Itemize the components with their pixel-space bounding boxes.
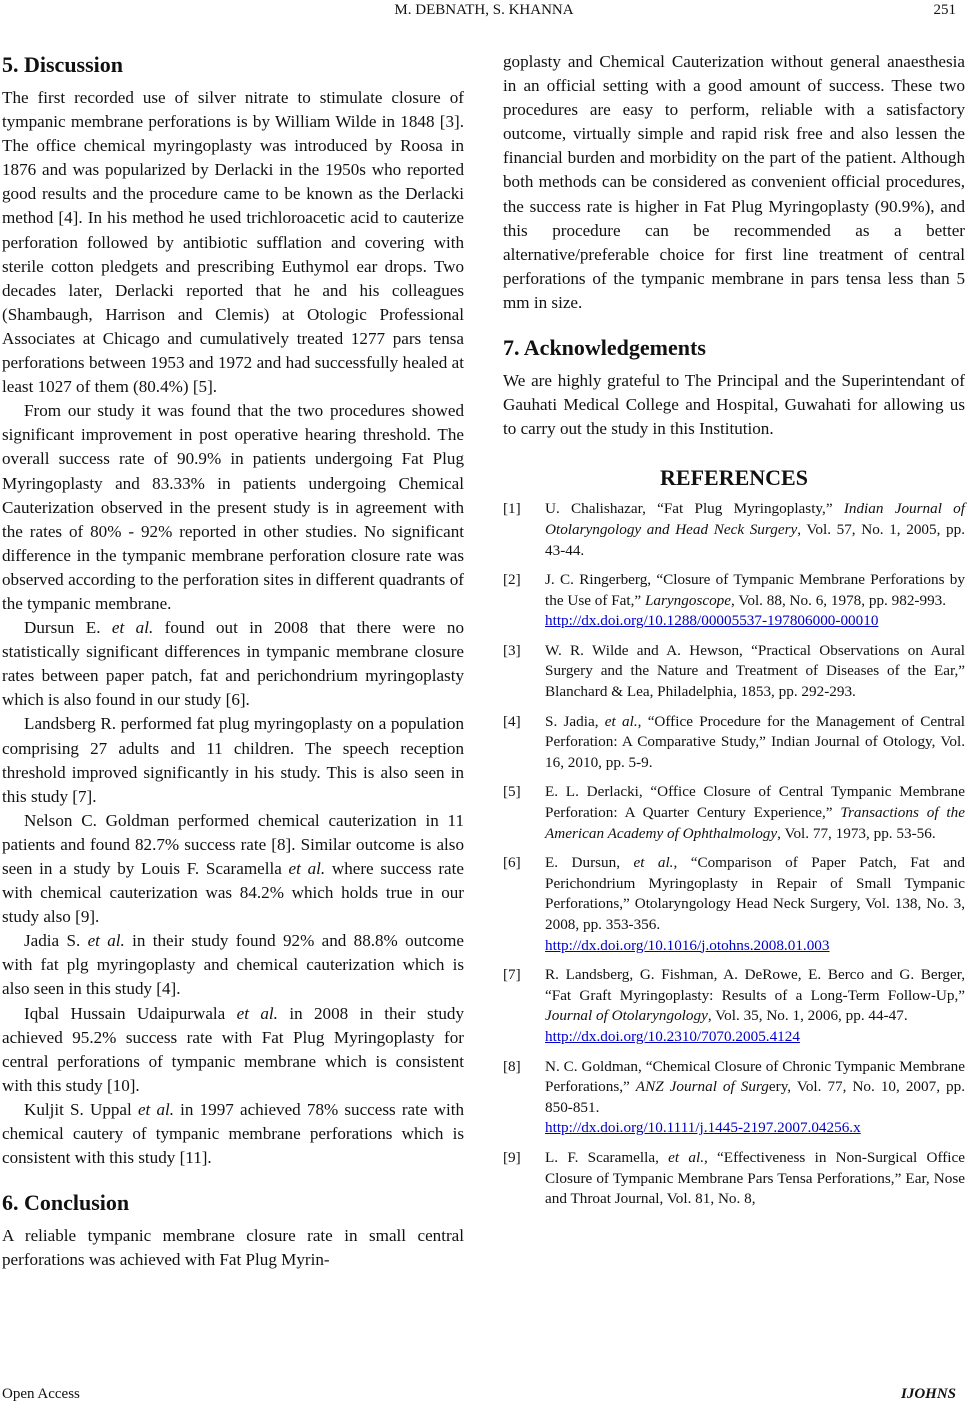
reference-text [545,712,965,774]
page-number: 251 [933,2,956,18]
et-al-italic: et al. [288,859,326,878]
reference-italic: Journal of Otolaryngology [545,1007,708,1025]
reference-text-run: , “Effectiveness in Non-Surgical Office Closure of Tympanic Membrane Pars Tensa Perforations,” Ear, Nose and Throat Journal, Vol. 81, No. 8, [545,1148,965,1208]
reference-item [503,782,965,844]
reference-text [545,782,965,844]
journal-abbreviation: IJOHNS [900,1386,956,1402]
reference-item [503,570,965,632]
reference-text-run: R. Landsberg, G. Fishman, A. DeRowe, E. Berco and G. Berger, “Fat Graft Myringoplasty: Results of a Long-Term Follow-Up,” [545,966,965,1004]
left-column [2,50,464,1272]
text-run: in their study found 92% and 88.8% outcome with fat plg myringoplasty and chemical cauterization which is also seen in this study [4]. [2,931,464,999]
text-run: Iqbal Hussain Udaipurwala [24,1003,237,1023]
text-run: Kuljit S. Uppal [24,1099,138,1119]
discussion-paragraph: The first recorded use of silver nitrate to stimulate closure of tympanic membrane perforations is by William Wilde in 1848 [3]. The office chemical myringoplasty was introduced by Roosa in 1876 and was popularized by Derlacki in the 1950s who reported good results and the procedure came to be known as the Derlacki method [4]. In his method he used trichloroacetic acid to cauterize perforation followed by antibiotic sufflation and covering with sterile cotton pledgets and prescribing Euthymol ear drops. Two decades later, Derlacki reported that he and his colleagues (Shambaugh, Harrison and Clemis) at Otologic Professional Associates at Chicago and cumulatively treated 1277 pars tensa perforations between 1953 and 1972 and had successfully healed at least 1027 of them (80.4%) [5]. [2,88,464,397]
reference-italic: Transactions of the American Academy of Ophthalmology [545,804,965,842]
page-footer [0,1386,968,1406]
reference-text-run: , “Office Procedure for the Management of Central Perforation: A Comparative Study,” Indian Journal of Otology, Vol. 16, 2010, pp. 5-9. [545,712,965,771]
reference-text-run: N. C. Goldman, “Chemical Closure of Chronic Tympanic Membrane Perforations,” [545,1057,965,1096]
reference-number: [7] [503,966,521,984]
text-run: in 2008 in their study achieved 95.2% success rate with Fat Plug Myringoplasty for central perforations of tympanic membrane which is consistent with this study [10]. [2,1003,464,1095]
reference-number: [5] [503,783,521,801]
reference-text-run: S. Jadia, [545,712,605,730]
reference-number: [1] [503,500,521,518]
running-header [0,2,968,24]
text-run: Nelson C. Goldman performed chemical cauterization in 11 patients and found 82.7% success rate [8]. Similar outcome is also seen in a study by Louis F. Scaramella [2,810,464,878]
reference-number: [3] [503,641,521,659]
doi-link[interactable]: http://dx.doi.org/10.1016/j.otohns.2008.01.003 [545,936,830,954]
reference-text-run: E. L. Derlacki, “Office Closure of Central Tympanic Membrane Perforation: A Quarter Century Experience,” [545,783,965,822]
discussion-paragraph: From our study it was found that the two procedures showed significant improvement in post operative hearing threshold. The overall success rate of 90.9% in patients undergoing Fat Plug Myringoplasty and 83.33% in patients undergoing Chemical Cauterization observed in the present study is in agreement with the rates of 80% - 92% reported in other studies. No significant difference in the tympanic membrane perforation closure rate was observed according to the perforation sites in different quadrants of the tympanic membrane. [2,401,464,613]
et-al-italic: et al. [87,931,125,951]
reference-text-run: , Vol. 57, No. 1, 2005, pp. 43-44. [545,520,966,559]
reference-list [503,499,965,1209]
reference-text-run: E. Dursun, [545,854,634,872]
reference-text-run: L. F. Scaramella, [545,1148,669,1166]
right-column [503,50,965,1219]
reference-text-run: W. R. Wilde and A. Hewson, “Practical Observations on Aural Surgery and the Nature and Treatment of Diseases of the Ear,” Blanchard & Lea, Philadelphia, 1853, pp. 292-293. [545,641,965,701]
reference-item [503,499,965,561]
discussion-paragraph [2,1002,464,1098]
reference-item [503,1057,965,1139]
conclusion-heading: 6. Conclusion [2,1190,130,1216]
acknowledgements-heading: 7. Acknowledgements [503,335,706,361]
reference-text-run: , Vol. 77, 1973, pp. 53-56. [777,824,936,842]
doi-link[interactable]: http://dx.doi.org/10.1288/00005537-197806000-00010 [545,612,879,630]
reference-text-run: ery, Vol. 77, No. 10, 2007, pp. 850-851. [545,1078,966,1116]
discussion-paragraph [2,809,464,929]
reference-text-run: , Vol. 35, No. 1, 2006, pp. 44-47. [707,1007,908,1025]
conclusion-paragraph-continued: goplasty and Chemical Cauterization without general anaesthesia in an official setting with a good amount of success. These two procedures are easy to perform, reliable with a satisfactory outcome, virtually simple and rapid risk free and also lessen the financial burden and morbidity on the part of the patient. Although both methods can be considered as convenient official procedures, the success rate is higher in Fat Plug Myringoplasty (90.9%), and this procedure can be recommended as a better alternative/preferable choice for first line treatment of central perforations of the tympanic membrane in pars tensa less than 5 mm in size. [503,52,965,312]
conclusion-paragraph-start: A reliable tympanic membrane closure rate in small central perforations was achieved with Fat Plug Myrin- [2,1226,464,1270]
reference-number: [9] [503,1148,521,1166]
running-header-authors: M. DEBNATH, S. KHANNA [394,2,574,18]
et-al-italic: et al. [236,1003,278,1023]
acknowledgements-paragraph: We are highly grateful to The Principal and the Superintendant of Gauhati Medical College and Hospital, Guwahati for allowing us to carry out the study in this Institution. [503,371,965,439]
discussion-paragraph [2,1098,464,1170]
reference-text-run: J. C. Ringerberg, “Closure of Tympanic Membrane Perforations by the Use of Fat,” [545,571,965,609]
text-run: where success rate with chemical cauterization was 84.2% which holds true in our study also [9]. [2,859,464,927]
reference-text [545,965,965,1047]
reference-italic: Laryngoscope [644,591,732,609]
reference-text [545,499,965,561]
discussion-paragraph [2,929,464,1001]
text-run: in 1997 achieved 78% success rate with chemical cautery of tympanic membrane perforations which is consistent with this study [11]. [2,1099,464,1168]
references-heading: REFERENCES [660,465,808,491]
doi-link[interactable]: http://dx.doi.org/10.2310/7070.2005.4124 [545,1027,800,1045]
et-al-italic: et al. [137,1099,175,1119]
doi-link[interactable]: http://dx.doi.org/10.1111/j.1445-2197.2007.04256.x [545,1119,861,1137]
et-al-italic: et al. [111,618,154,638]
reference-italic: et al. [604,712,638,730]
reference-item [503,712,965,774]
reference-text-run: , Vol. 88, No. 6, 1978, pp. 982-993. [731,591,947,609]
discussion-paragraph: Landsberg R. performed fat plug myringoplasty on a population comprising 27 adults and 11 children. The speech reception threshold improved significantly in his study. This is also seen in this study [7]. [2,714,464,806]
reference-number: [6] [503,854,521,872]
reference-item [503,853,965,956]
reference-text [545,853,965,956]
reference-italic: Indian Journal of Otolaryngology and Head Neck Surgery [545,500,965,538]
reference-number: [4] [503,712,521,730]
reference-item [503,965,965,1047]
reference-italic: ANZ Journal of Surg [635,1078,769,1096]
reference-number: [8] [503,1057,521,1075]
reference-italic: et al. [668,1148,704,1166]
reference-item [503,641,965,703]
reference-italic: et al. [633,854,674,872]
reference-text-run: U. Chalishazar, “Fat Plug Myringoplasty,” [545,500,844,518]
discussion-paragraph [2,616,464,712]
text-run: Jadia S. [24,931,88,951]
reference-number: [2] [503,571,521,589]
text-run: found out in 2008 that there were no statistically significant differences in tympanic membrane closure rates between paper patch, fat and perichondrium myringoplasty which is also found in our study [6]. [2,618,464,710]
reference-text [545,1057,965,1139]
open-access-label: Open Access [2,1386,80,1402]
reference-text [545,1148,965,1210]
reference-text-run: , “Comparison of Paper Patch, Fat and Perichondrium Myringoplasty in Repair of Small Tympanic Perforations,” Otolaryngology Head Neck Surgery, Vol. 138, No. 3, 2008, pp. 353-356. [545,854,965,933]
reference-text [545,641,965,703]
reference-item [503,1148,965,1210]
text-run: Dursun E. [24,618,112,638]
reference-text [545,570,965,632]
discussion-heading: 5. Discussion [2,52,124,77]
